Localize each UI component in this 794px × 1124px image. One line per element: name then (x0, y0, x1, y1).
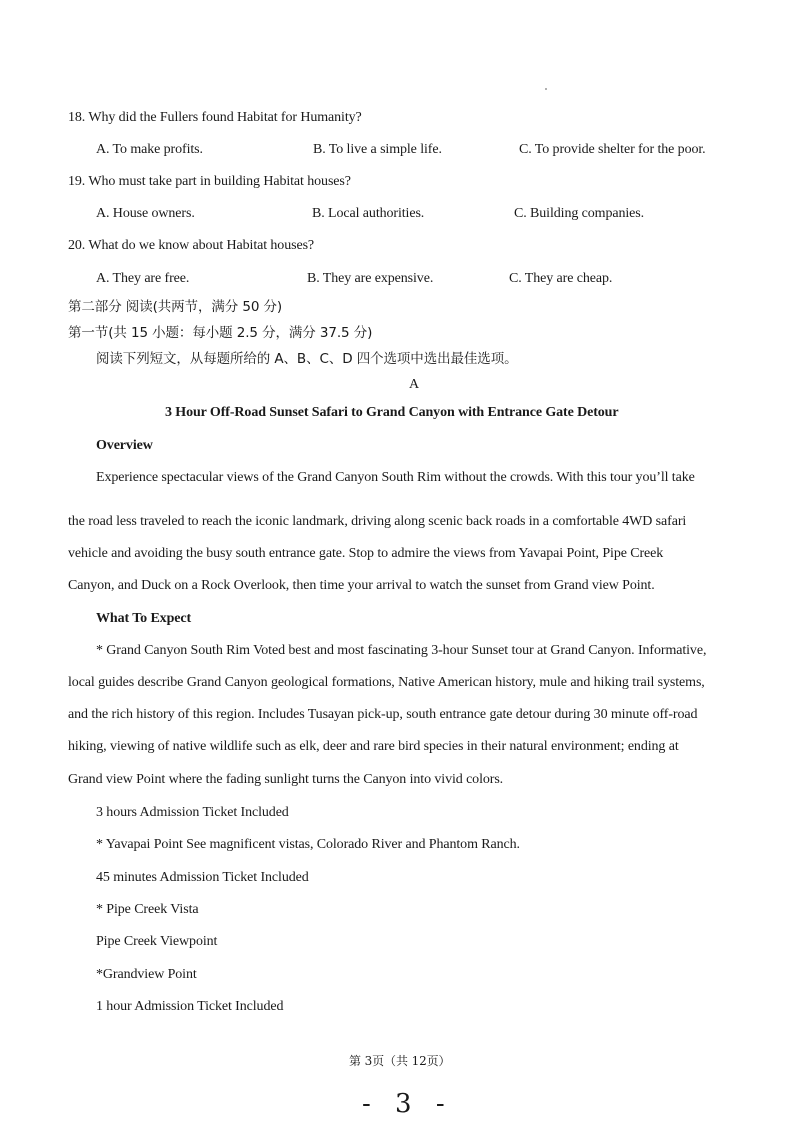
question-18-option-a: A. To make profits. (96, 142, 203, 157)
itinerary-item: 45 minutes Admission Ticket Included (96, 870, 309, 885)
itinerary-item: 3 hours Admission Ticket Included (96, 805, 289, 820)
question-19-option-a: A. House owners. (96, 206, 195, 221)
question-20-option-c: C. They are cheap. (509, 271, 613, 286)
expect-line: * Grand Canyon South Rim Voted best and most fascinating 3-hour Sunset tour at Grand Canyon. Informative, (96, 643, 707, 658)
overview-line: Experience spectacular views of the Grand Canyon South Rim without the crowds. With this tour you’ll take (96, 470, 695, 485)
what-to-expect-heading: What To Expect (96, 611, 192, 626)
question-20-option-b: B. They are expensive. (307, 271, 434, 286)
itinerary-item: * Yavapai Point See magnificent vistas, Colorado River and Phantom Ranch. (96, 837, 520, 852)
question-19-stem: 19. Who must take part in building Habitat houses? (68, 174, 351, 189)
overview-line: the road less traveled to reach the iconic landmark, driving along scenic back roads in a comfortable 4WD safari (68, 514, 687, 529)
expect-line: hiking, viewing of native wildlife such as elk, deer and rare bird species in their natural environment; ending at (68, 739, 679, 754)
overview-line: vehicle and avoiding the busy south entrance gate. Stop to admire the views from Yavapai Point, Pipe Creek (68, 546, 664, 561)
overview-line: Canyon, and Duck on a Rock Overlook, then time your arrival to watch the sunset from Grand view Point. (68, 578, 655, 593)
passage-title: 3 Hour Off-Road Sunset Safari to Grand Canyon with Entrance Gate Detour (165, 405, 619, 420)
overview-heading: Overview (96, 438, 153, 453)
expect-line: and the rich history of this region. Includes Tusayan pick-up, south entrance gate detour during 30 minute off-road (68, 707, 698, 722)
question-19-option-c: C. Building companies. (514, 206, 645, 221)
question-20-stem: 20. What do we know about Habitat houses? (68, 238, 315, 253)
question-19-option-b: B. Local authorities. (312, 206, 425, 221)
question-18-option-b: B. To live a simple life. (313, 142, 442, 157)
reading-instruction: 阅读下列短文，从每题所给的 A、B、C、D 四个选项中选出最佳选项。 (96, 351, 518, 367)
question-18-stem: 18. Why did the Fullers found Habitat for Humanity? (68, 110, 362, 125)
itinerary-item: Pipe Creek Viewpoint (96, 934, 218, 949)
part-heading: 第二部分 阅读(共两节，满分 50 分) (68, 299, 283, 315)
itinerary-item: *Grandview Point (96, 967, 197, 982)
question-20-option-a: A. They are free. (96, 271, 190, 286)
subsection-heading: 第一节(共 15 小题：每小题 2.5 分，满分 37.5 分) (68, 325, 373, 341)
expect-line: Grand view Point where the fading sunlight turns the Canyon into vivid colors. (68, 772, 504, 787)
passage-label: A (409, 377, 420, 392)
page-info: 第 3页（共 12页） (349, 1054, 451, 1068)
scan-speck (545, 88, 547, 90)
itinerary-item: * Pipe Creek Vista (96, 902, 199, 917)
question-18-option-c: C. To provide shelter for the poor. (519, 142, 706, 157)
page-number: - 3 - (362, 1089, 453, 1119)
itinerary-item: 1 hour Admission Ticket Included (96, 999, 284, 1014)
expect-line: local guides describe Grand Canyon geological formations, Native American history, mule and hiking trail systems, (68, 675, 705, 690)
